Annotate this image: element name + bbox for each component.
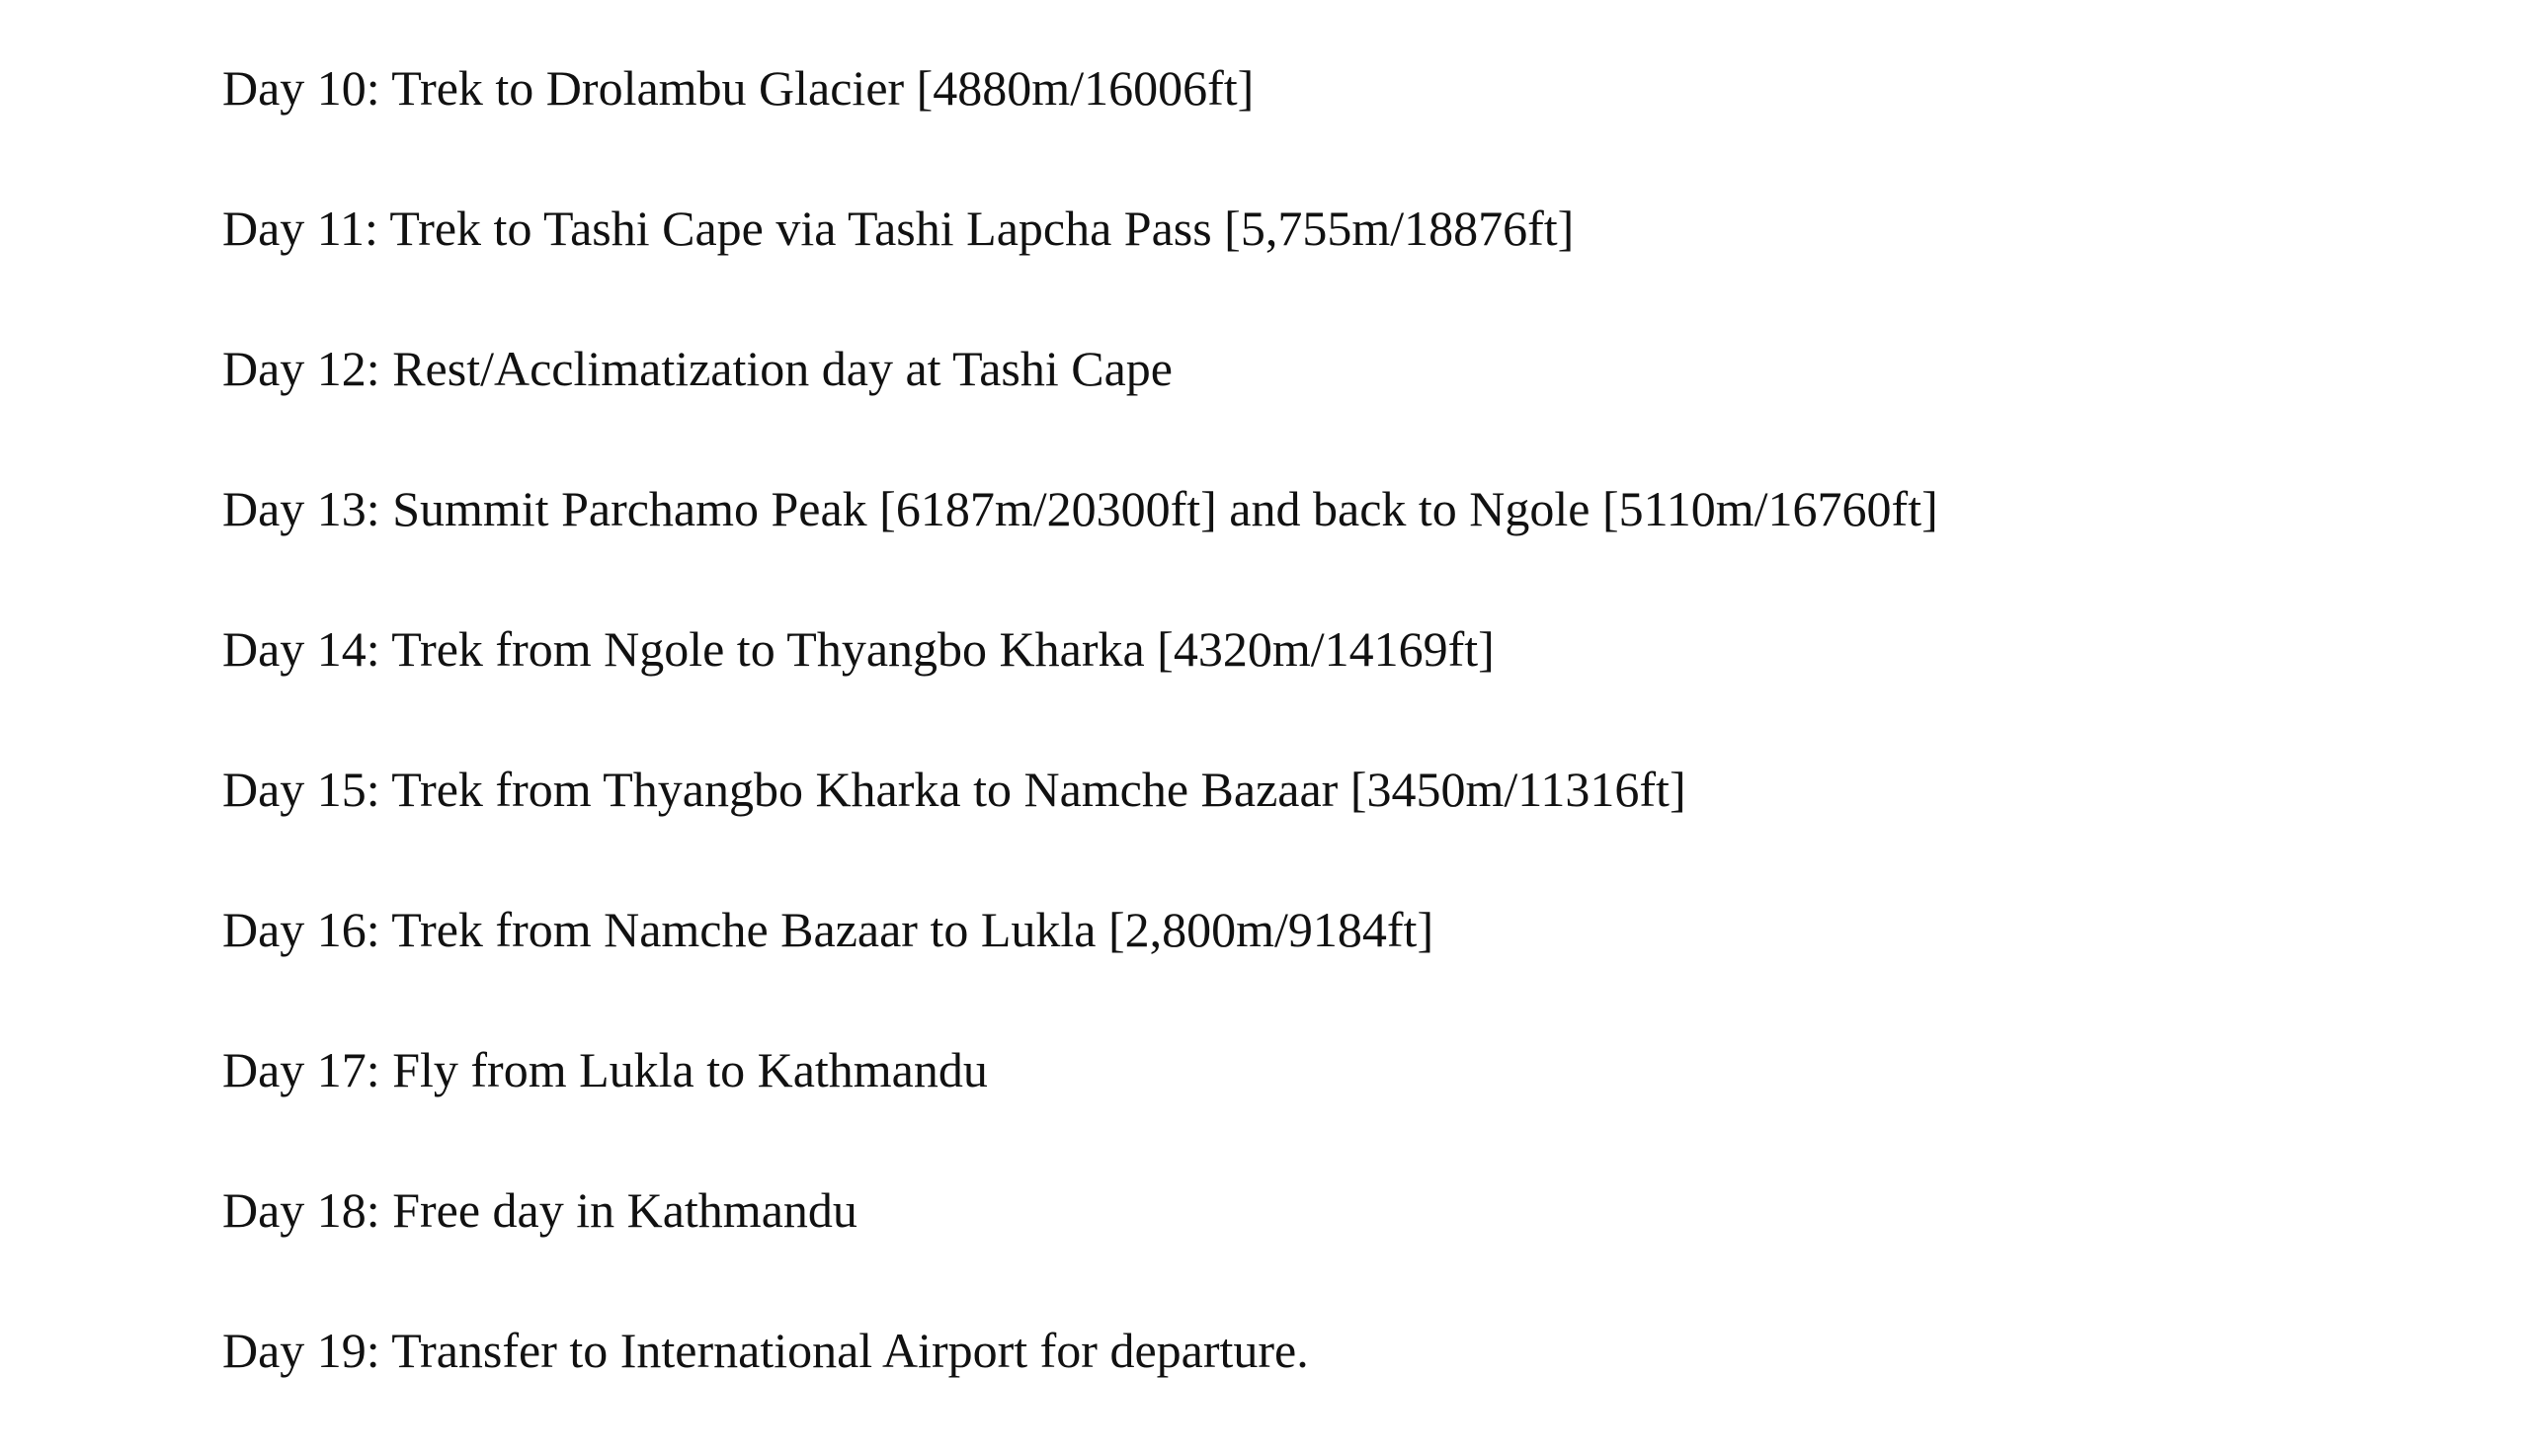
itinerary-day-19: Day 19: Transfer to International Airport for departure. (222, 1323, 1309, 1378)
itinerary-day-12: Day 12: Rest/Acclimatization day at Tashi Cape (222, 341, 1173, 396)
itinerary-day-13: Day 13: Summit Parchamo Peak [6187m/20300ft] and back to Ngole [5110m/16760ft] (222, 481, 1938, 536)
itinerary-day-18: Day 18: Free day in Kathmandu (222, 1182, 857, 1238)
itinerary-day-14: Day 14: Trek from Ngole to Thyangbo Kharka [4320m/14169ft] (222, 621, 1495, 677)
itinerary-day-15: Day 15: Trek from Thyangbo Kharka to Namche Bazaar [3450m/11316ft] (222, 762, 1686, 817)
itinerary-day-11: Day 11: Trek to Tashi Cape via Tashi Lapcha Pass [5,755m/18876ft] (222, 201, 1575, 256)
itinerary-day-10: Day 10: Trek to Drolambu Glacier [4880m/16006ft] (222, 60, 1255, 116)
itinerary-list (222, 53, 2396, 1456)
itinerary-day-17: Day 17: Fly from Lukla to Kathmandu (222, 1042, 988, 1097)
itinerary-day-16: Day 16: Trek from Namche Bazaar to Lukla [2,800m/9184ft] (222, 902, 1434, 957)
